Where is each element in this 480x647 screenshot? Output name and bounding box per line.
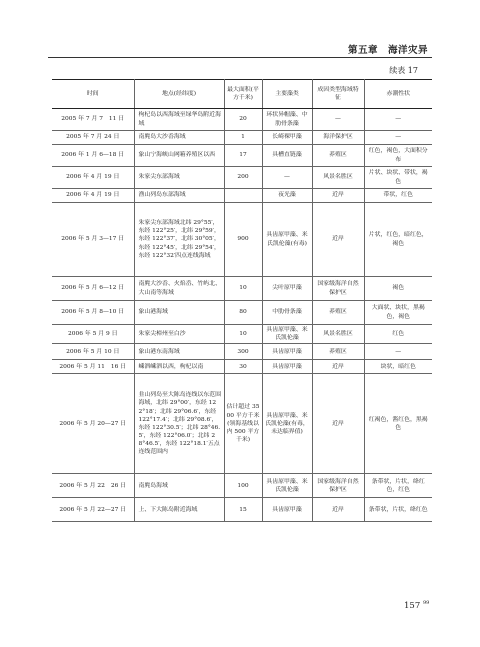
cell-time: 2005 年 7 月 7 11 日 (52, 109, 134, 131)
cell-species: 夜光藻 (262, 189, 312, 203)
column-header-color: 赤潮性状 (364, 80, 432, 109)
cell-color: 带状，红色 (364, 189, 432, 203)
cell-area: 1 (224, 131, 262, 145)
cell-area: 200 (224, 167, 262, 189)
cell-color: 块状，暗红色 (364, 360, 432, 374)
column-header-time: 时间 (52, 80, 134, 109)
cell-location: 嵊泗嵊泗以西，枸杞以南 (134, 360, 224, 374)
cell-area: 10 (224, 277, 262, 301)
cell-cause: 近岸 (312, 374, 364, 474)
column-header-species: 主要藻类 (262, 80, 312, 109)
cell-location: 南麂岛海域 (134, 474, 224, 498)
cell-cause: 养殖区 (312, 301, 364, 325)
cell-time: 2005 年 7 月 24 日 (52, 131, 134, 145)
page-number-small: 99 (422, 600, 430, 606)
cell-location: 象山港海域 (134, 301, 224, 325)
table-row (52, 325, 432, 344)
cell-cause: 风景名胜区 (312, 325, 364, 344)
table-row (52, 374, 432, 474)
page-number-main: 157 (404, 600, 421, 611)
cell-species: 具槽直链藻 (262, 145, 312, 167)
column-header-location: 地点(经纬度) (134, 80, 224, 109)
cell-time: 2006 年 5 月 9 日 (52, 325, 134, 344)
cell-area: 17 (224, 145, 262, 167)
cell-species: 具齿原甲藻、米氏凯伦藻(有毒，未达临界值) (262, 374, 312, 474)
cell-cause: 近岸 (312, 498, 364, 522)
table-row (52, 360, 432, 374)
cell-time: 2006 年 5 月 11 16 日 (52, 360, 134, 374)
column-header-cause: 成因类型海域特征 (312, 80, 364, 109)
table-row (52, 301, 432, 325)
cell-cause: 海洋保护区 (312, 131, 364, 145)
table-row (52, 344, 432, 360)
cell-color: 片状，红色，暗红色，褐色 (364, 203, 432, 277)
chapter-title: 第五章 海洋灾异 (347, 45, 428, 56)
cell-cause: 风景名胜区 (312, 167, 364, 189)
cell-species: 尖叶原甲藻 (262, 277, 312, 301)
cell-time: 2006 年 5 月 3—17 日 (52, 203, 134, 277)
table-row (52, 474, 432, 498)
cell-cause: 近岸 (312, 203, 364, 277)
cell-species: 具齿原甲藻、米氏凯伦藻(有毒) (262, 203, 312, 277)
table-row (52, 109, 432, 131)
cell-cause: 养殖区 (312, 344, 364, 360)
cell-species: 长崎裸甲藻 (262, 131, 312, 145)
cell-location: 上、下大陈岛附近海域 (134, 498, 224, 522)
cell-color: 红褐色，酱红色，黑褐色 (364, 374, 432, 474)
cell-location: 象山港东南海域 (134, 344, 224, 360)
cell-color: 褐色 (364, 277, 432, 301)
cell-location: 朱家尖樟州至白沙 (134, 325, 224, 344)
cell-color: — (364, 109, 432, 131)
cell-time: 2006 年 1 月 6—18 日 (52, 145, 134, 167)
column-header-area: 最大面积(平方千米) (224, 80, 262, 109)
cell-color: 红色 (364, 325, 432, 344)
cell-area: 估计超过 3500 平方千米(领海基线以内 500 平方千米) (224, 374, 262, 474)
cell-species: 具齿原甲藻、米氏凯伦藻 (262, 474, 312, 498)
cell-time: 2006 年 5 月 22 26 日 (52, 474, 134, 498)
cell-area: 20 (224, 109, 262, 131)
cell-color: — (364, 344, 432, 360)
cell-color: 片状、块状、带状，褐色 (364, 167, 432, 189)
continued-label: 续表 17 (389, 66, 418, 75)
table-row (52, 203, 432, 277)
cell-location: 南麂大沙岙、火焰岙、竹屿北、大山南等海域 (134, 277, 224, 301)
table-body (52, 109, 432, 522)
cell-location: 渔山列岛东部海域 (134, 189, 224, 203)
cell-color: 大面状、块状，黑褐色，褐色 (364, 301, 432, 325)
red-tide-table (52, 79, 432, 522)
table-row (52, 189, 432, 203)
cell-species: 中肋骨条藻 (262, 301, 312, 325)
cell-location: 朱家尖东部海域北纬 29°55′，东经 122°25′，北纬 29°59′，东经 122°37′，北纬 30°05′，东经 122°45′，北纬 29°54′，东经 122°32′四点连线海域 (134, 203, 224, 277)
table-row (52, 131, 432, 145)
table-header-row (52, 80, 432, 109)
cell-area: 80 (224, 301, 262, 325)
cell-time: 2006 年 4 月 19 日 (52, 189, 134, 203)
table-row (52, 498, 432, 522)
cell-location: 朱家尖东部海域 (134, 167, 224, 189)
cell-color: — (364, 131, 432, 145)
table-row (52, 277, 432, 301)
cell-cause: 近岸 (312, 189, 364, 203)
cell-cause: 国家级海洋自然保护区 (312, 474, 364, 498)
cell-species: 具齿原甲藻 (262, 344, 312, 360)
table-row (52, 145, 432, 167)
cell-area: 30 (224, 360, 262, 374)
cell-time: 2006 年 4 月 19 日 (52, 167, 134, 189)
cell-time: 2006 年 5 月 8—10 日 (52, 301, 134, 325)
cell-cause: 近岸 (312, 360, 364, 374)
cell-area (224, 189, 262, 203)
cell-location: 韭山列岛至大陈岛连线以东范围海域，北纬 29°00′，东经 122°18′；北纬 29°06.6′，东经 122°17.4′；北纬 29°08.6′，东经 122°30.5′；北纬 28°46.5′，东经 122°06.0′；北纬 28°46.5′，东经 122°18.1′五点连线范围内 (134, 374, 224, 474)
cell-location: 枸杞岛以西海域至绿华岛附近海域 (134, 109, 224, 131)
cell-species: 具齿原甲藻、米氏凯伦藻 (262, 325, 312, 344)
cell-color: 条带状，片状，绛红色 (364, 498, 432, 522)
cell-time: 2006 年 5 月 22—27 日 (52, 498, 134, 522)
cell-cause: — (312, 109, 364, 131)
cell-species: 具齿原甲藻 (262, 360, 312, 374)
cell-time: 2006 年 5 月 6—12 日 (52, 277, 134, 301)
page-number (404, 600, 429, 611)
cell-area: 100 (224, 474, 262, 498)
cell-time: 2006 年 5 月 10 日 (52, 344, 134, 360)
cell-area: 300 (224, 344, 262, 360)
cell-location: 南麂岛大沙岙海域 (134, 131, 224, 145)
cell-cause: 国家级海洋自然保护区 (312, 277, 364, 301)
cell-area: 900 (224, 203, 262, 277)
cell-species: 环状异帽藻、中肋骨条藻 (262, 109, 312, 131)
cell-species: — (262, 167, 312, 189)
cell-time: 2006 年 5 月 20—27 日 (52, 374, 134, 474)
cell-cause: 养殖区 (312, 145, 364, 167)
cell-area: 15 (224, 498, 262, 522)
header-rule (48, 57, 432, 58)
cell-color: 红色，褐色，大面积分布 (364, 145, 432, 167)
cell-location: 象山宁海峡山网箱养殖区以西 (134, 145, 224, 167)
cell-color: 条带状，片状，绛红色，红色 (364, 474, 432, 498)
cell-species: 具齿原甲藻 (262, 498, 312, 522)
table-row (52, 167, 432, 189)
cell-area: 10 (224, 325, 262, 344)
